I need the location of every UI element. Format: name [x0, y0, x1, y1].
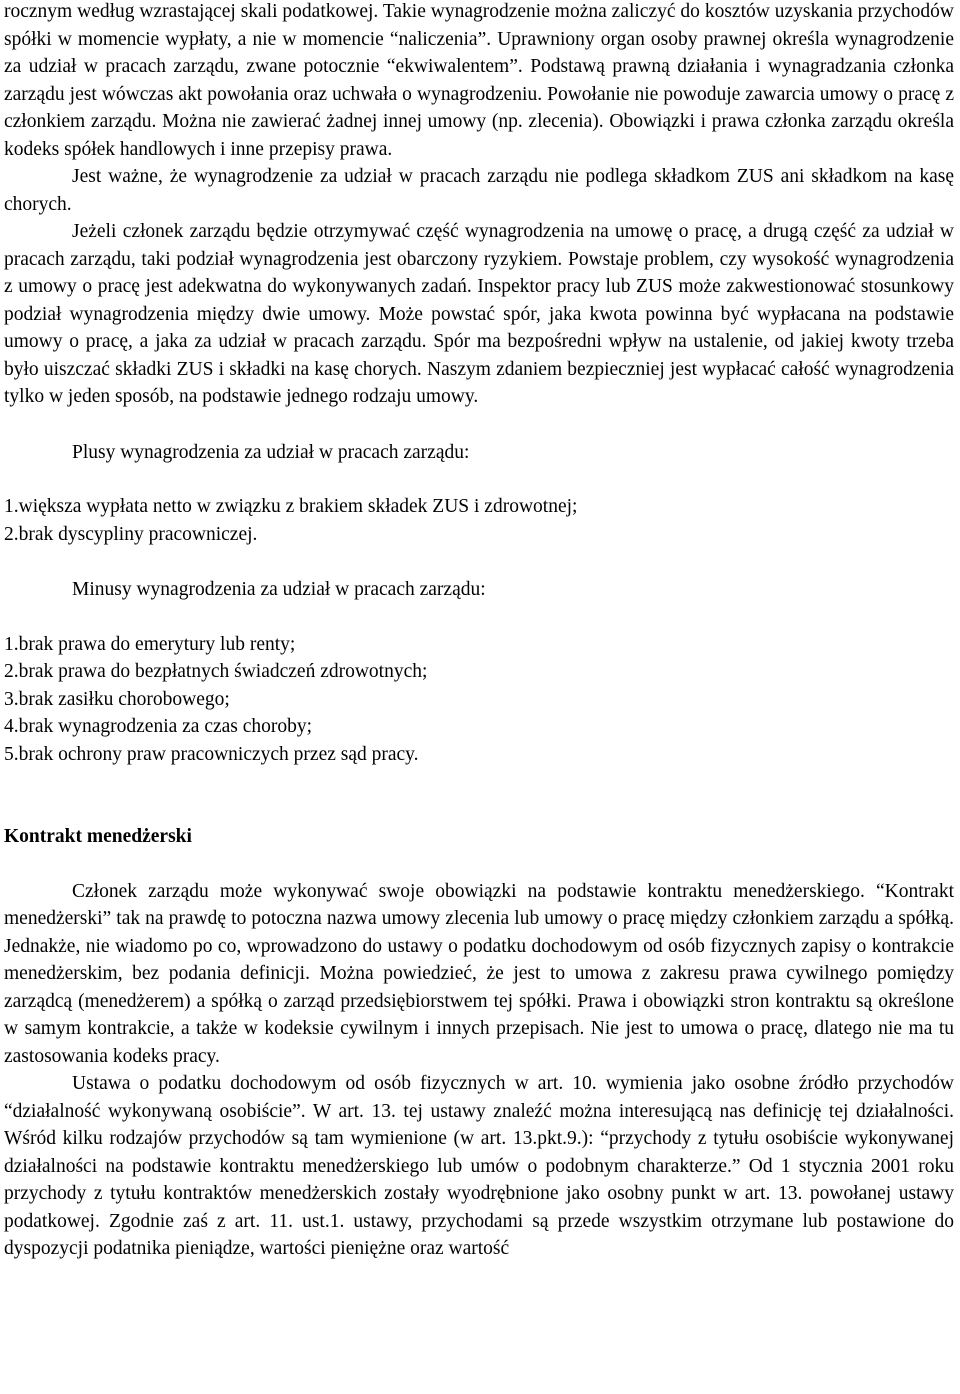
list-item: 1.brak prawa do emerytury lub renty;	[4, 633, 296, 655]
spacer	[4, 768, 954, 823]
paragraph-management-contract: Członek zarządu może wykonywać swoje obowiązki na podstawie kontraktu menedżerskiego. “Kontrakt menedżerski” tak na prawdę to potoczna nazwa umowy zlecenia lub umowy o pracę między członkiem zarządu a spółką. Jednakże, nie wiadomo po co, wprowadzono do ustawy o podatku dochodowym od osób fizycznych zapisy o kontrakcie menedżerskim, bez podania definicji. Można powiedzieć, że jest to umowa z zakresu prawa cywilnego pomiędzy zarządcą (menedżerem) a spółką o zarząd przedsiębiorstwem tej spółki. Prawa i obowiązki stron kontraktu są określone w samym kontrakcie, a także w kodeksie cywilnym i innych przepisach. Nie jest to umowa o pracę, dlatego nie ma tu zastosowania kodeks pracy.	[4, 880, 954, 1067]
spacer	[4, 548, 954, 576]
list-item: 2.brak prawa do bezpłatnych świadczeń zdrowotnych;	[4, 661, 428, 682]
list-item: 2.brak dyscypliny pracowniczej.	[4, 523, 258, 545]
spacer	[4, 411, 954, 439]
spacer	[4, 604, 954, 631]
pluses-list	[4, 493, 954, 548]
section-heading: Kontrakt menedżerski	[4, 826, 192, 847]
list-item: 4.brak wynagrodzenia za czas choroby;	[4, 716, 313, 737]
list-item: 5.brak ochrony praw pracowniczych przez sąd pracy.	[4, 743, 419, 765]
paragraph-split-risk: Jeżeli członek zarządu będzie otrzymywać część wynagrodzenia na umowę o pracę, a drugą część za udział w pracach zarządu, taki podział wynagrodzenia jest obarczony ryzykiem. Powstaje problem, czy wysokość wynagrodzenia z umowy o pracę jest adekwatna do wykonywanych zadań. Inspektor pracy lub ZUS może zakwestionować stosunkowy podział wynagrodzenia między dwie umowy. Może powstać spór, jaka kwota powinna być wypłacana na podstawie umowy o pracę, a jaka za udział w pracach zarządu. Spór ma bezpośredni wpływ na ustalenie, od jakiej kwoty trzeba było uiszczać składki ZUS i składki na kasę chorych. Naszym zdaniem bezpieczniej jest wypłacać całość wynagrodzenia tylko w jeden sposób, na podstawie jednego rodzaju umowy.	[4, 221, 954, 407]
paragraph-remuneration-basis: rocznym według wzrastającej skali podatkowej. Takie wynagrodzenie można zaliczyć do kosztów uzyskania przychodów spółki w momencie wypłaty, a nie w momencie “naliczenia”. Uprawniony organ osoby prawnej określa wynagrodzenie za udział w pracach zarządu, zwane potocznie “ekwiwalentem”. Podstawą prawną działania i wynagradzania członka zarządu jest wówczas akt powołania oraz uchwała o wynagrodzeniu. Powołanie nie powoduje zawarcia umowy o pracę z członkiem zarządu. Można nie zawierać żadnej innej umowy (np. zlecenia). Obowiązki i prawa członka zarządu określa kodeks spółek handlowych i inne przepisy prawa.	[4, 1, 954, 160]
list-item: 3.brak zasiłku chorobowego;	[4, 688, 230, 710]
spacer	[4, 466, 954, 493]
paragraph-zus-exemption: Jest ważne, że wynagrodzenie za udział w pracach zarządu nie podlega składkom ZUS ani składkom na kasę chorych.	[4, 166, 954, 215]
pluses-title: Plusy wynagrodzenia za udział w pracach zarządu:	[72, 441, 470, 463]
minuses-list	[4, 631, 954, 769]
spacer	[4, 851, 954, 878]
list-item: 1.większa wypłata netto w związku z brakiem składek ZUS i zdrowotnej;	[4, 496, 578, 517]
document-page	[4, 0, 954, 1263]
minuses-title: Minusy wynagrodzenia za udział w pracach zarządu:	[72, 579, 486, 600]
paragraph-income-tax: Ustawa o podatku dochodowym od osób fizycznych w art. 10. wymienia jako osobne źródło przychodów “działalność wykonywaną osobiście”. W art. 13. tej ustawy znaleźć można interesującą nas definicję tej działalności. Wśród kilku rodzajów przychodów są tam wymienione (w art. 13.pkt.9.): “przychody z tytułu osobiście wykonywanej działalności na podstawie kontraktu menedżerskiego lub umów o podobnym charakterze.” Od 1 stycznia 2001 roku przychody z tytułu kontraktów menedżerskich zostały wyodrębnione jako osobny punkt w art. 13. powołanej ustawy podatkowej. Zgodnie zaś z art. 11. ust.1. ustawy, przychodami są przede wszystkim otrzymane lub postawione do dyspozycji podatnika pieniądze, wartości pieniężne oraz wartość	[4, 1073, 954, 1259]
